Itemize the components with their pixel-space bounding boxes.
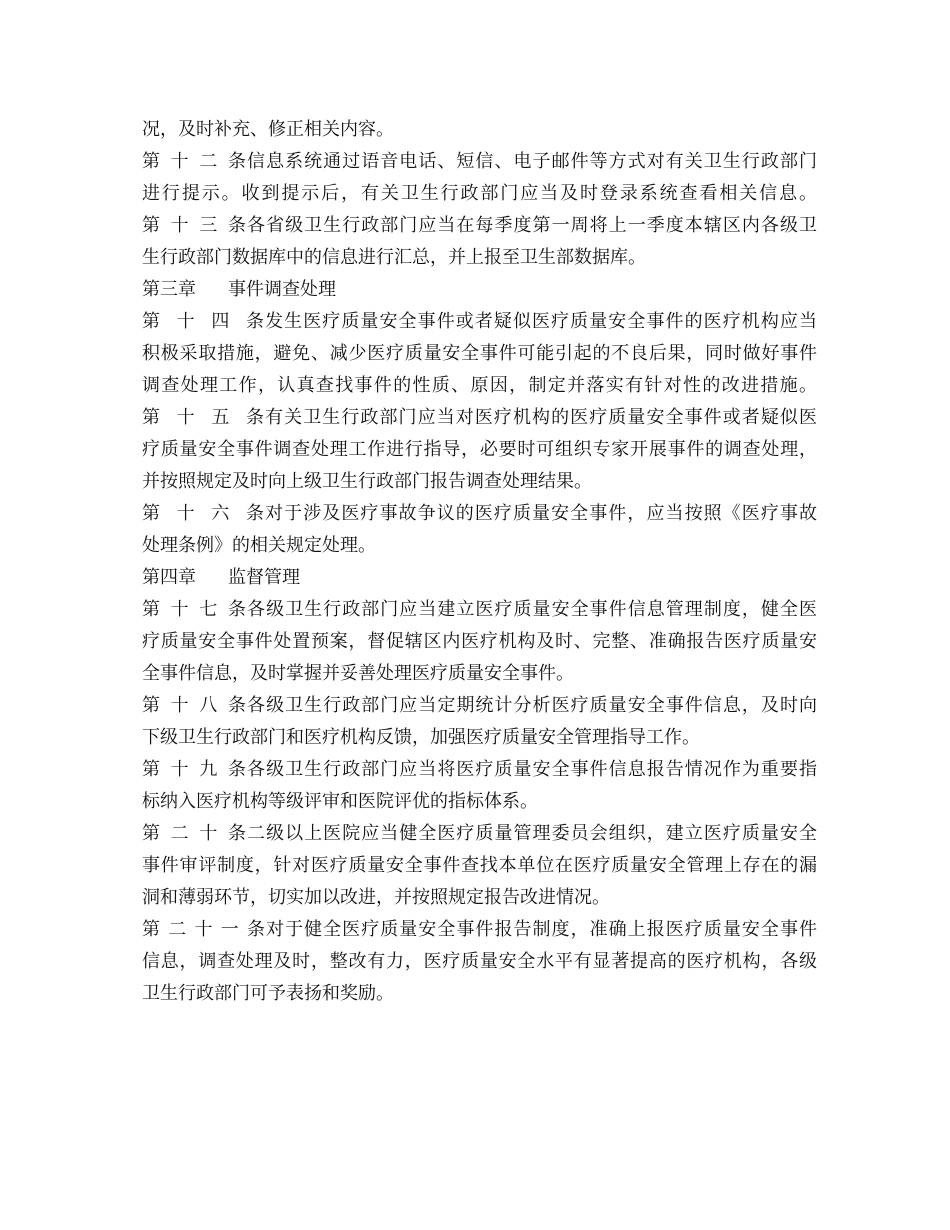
- article-16: [142, 498, 817, 530]
- text-line: 全事件信息，及时掌握并妥善处理医疗质量安全事件。: [142, 663, 574, 684]
- article-label: 第十三条: [142, 215, 246, 236]
- article-label: 第十六条: [142, 503, 264, 524]
- article-17: [142, 594, 817, 626]
- text-line: 下级卫生行政部门和医疗机构反馈，加强医疗质量安全管理指导工作。: [142, 727, 700, 748]
- chapter-4-heading: [142, 562, 817, 594]
- article-19: [142, 754, 817, 786]
- chapter-label: 第四章: [142, 567, 196, 588]
- text-line: 进行提示。收到提示后，有关卫生行政部门应当及时登录系统查看相关信息。: [142, 183, 817, 204]
- chapter-title: 监督管理: [228, 567, 300, 588]
- text-line: 卫生行政部门可予表扬和奖励。: [142, 983, 394, 1004]
- text-segment: 各级卫生行政部门应当将医疗质量安全事件信息报告情况作为重要指: [246, 759, 817, 780]
- text-line: 生行政部门数据库中的信息进行汇总，并上报至卫生部数据库。: [142, 247, 646, 268]
- article-label: 第十八条: [142, 695, 246, 716]
- text-segment: 各级卫生行政部门应当定期统计分析医疗质量安全事件信息，及时向: [246, 695, 817, 716]
- text-line: 信息，调查处理及时，整改有力，医疗质量安全水平有显著提高的医疗机构，各级: [142, 951, 817, 972]
- article-label: 第十二条: [142, 151, 246, 172]
- text-line: 况，及时补充、修正相关内容。: [142, 119, 394, 140]
- text-segment: 有关卫生行政部门应当对医疗机构的医疗质量安全事件或者疑似医: [264, 407, 817, 428]
- text-segment: 各级卫生行政部门应当建立医疗质量安全事件信息管理制度，健全医: [246, 599, 817, 620]
- text-line: 处理条例》的相关规定处理。: [142, 535, 376, 556]
- article-13: [142, 210, 817, 242]
- article-label: 第二十一条: [142, 919, 265, 940]
- article-20: [142, 818, 817, 850]
- chapter-3-heading: [142, 274, 817, 306]
- text-line: 疗质量安全事件处置预案，督促辖区内医疗机构及时、完整、准确报告医疗质量安: [142, 631, 817, 652]
- text-segment: 发生医疗质量安全事件或者疑似医疗质量安全事件的医疗机构应当: [264, 311, 817, 332]
- text-segment: 各省级卫生行政部门应当在每季度第一周将上一季度本辖区内各级卫: [246, 215, 817, 236]
- chapter-label: 第三章: [142, 279, 196, 300]
- text-line: 标纳入医疗机构等级评审和医院评优的指标体系。: [142, 791, 538, 812]
- article-18: [142, 690, 817, 722]
- article-21: [142, 914, 817, 946]
- text-segment: 对于健全医疗质量安全事件报告制度，准确上报医疗质量安全事件: [265, 919, 817, 940]
- text-line: 事件审评制度，针对医疗质量安全事件查找本单位在医疗质量安全管理上存在的漏: [142, 855, 817, 876]
- chapter-title: 事件调查处理: [228, 279, 336, 300]
- text-segment: 信息系统通过语音电话、短信、电子邮件等方式对有关卫生行政部门: [246, 151, 817, 172]
- article-12: [142, 146, 817, 178]
- article-label: 第二十条: [142, 823, 246, 844]
- document-body: [142, 114, 817, 1010]
- text-line: 调查处理工作，认真查找事件的性质、原因，制定并落实有针对性的改进措施。: [142, 375, 817, 396]
- article-label: 第十九条: [142, 759, 246, 780]
- text-segment: 对于涉及医疗事故争议的医疗质量安全事件，应当按照《医疗事故: [264, 503, 817, 524]
- text-line: 洞和薄弱环节，切实加以改进，并按照规定报告改进情况。: [142, 887, 610, 908]
- article-14: [142, 306, 817, 338]
- article-label: 第十五条: [142, 407, 264, 428]
- text-segment: 二级以上医院应当健全医疗质量管理委员会组织，建立医疗质量安全: [246, 823, 817, 844]
- text-line: 并按照规定及时向上级卫生行政部门报告调查处理结果。: [142, 471, 592, 492]
- text-line: 积极采取措施，避免、减少医疗质量安全事件可能引起的不良后果，同时做好事件: [142, 343, 817, 364]
- article-label: 第十四条: [142, 311, 264, 332]
- article-15: [142, 402, 817, 434]
- text-line: 疗质量安全事件调查处理工作进行指导，必要时可组织专家开展事件的调查处理，: [142, 439, 817, 460]
- article-label: 第十七条: [142, 599, 246, 620]
